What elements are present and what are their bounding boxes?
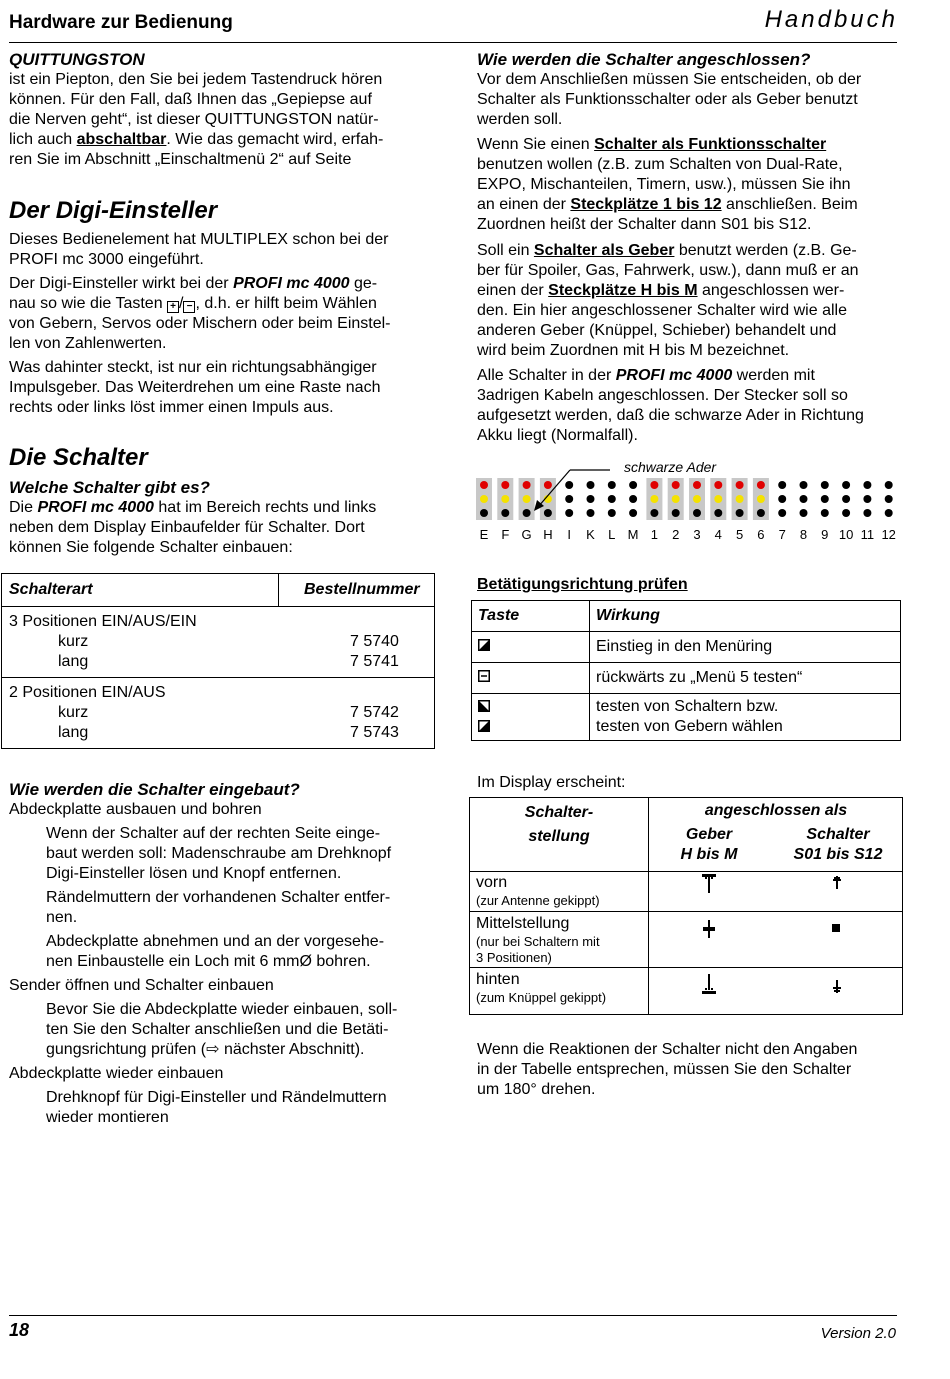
step-text: Abdeckplatte abnehmen und an der vorgesehe- [46, 933, 385, 950]
step-text: ten Sie den Schalter anschließen und die Betäti- [46, 1021, 389, 1038]
slot-label: 8 [799, 527, 808, 542]
effect-cell: rückwärts zu „Menü 5 testen“ [590, 663, 901, 694]
pin [501, 481, 509, 489]
einbau-section [9, 780, 439, 1128]
a-p4: Akku liegt (Normalfall). [477, 427, 638, 444]
pin [863, 495, 871, 503]
pin [757, 481, 765, 489]
a-p4: 3adrigen Kabeln angeschlossen. Der Stecker soll so [477, 387, 848, 404]
text: Geber [685, 826, 733, 843]
key-cell [472, 663, 590, 694]
a-p4 [477, 366, 917, 386]
row-mitte [476, 914, 600, 966]
product-name: PROFI mc 4000 [615, 367, 733, 384]
text: nächster Abschnitt). [219, 1041, 365, 1058]
pin [544, 509, 552, 517]
col-schalterart: Schalterart [9, 581, 93, 598]
digi-p2 [9, 294, 439, 314]
table-rule [2, 677, 434, 678]
step-text: wieder montieren [46, 1109, 169, 1126]
a-p2: EXPO, Mischanteilen, Timern, usw.), müssen Sie ihn [477, 176, 851, 193]
text: hinten [476, 971, 520, 988]
slot-label: 12 [881, 527, 896, 542]
pin [650, 481, 658, 489]
pin [778, 481, 786, 489]
slot-label: M [627, 527, 639, 542]
variant: lang [58, 724, 89, 741]
abschaltbar-link: abschaltbar [76, 131, 167, 148]
step-text: Wenn der Schalter auf der rechten Seite einge- [46, 825, 381, 842]
text: testen von Gebern wählen [596, 718, 783, 735]
text: , d.h. er hilft beim Wählen [195, 295, 377, 312]
step-text: nen. [46, 909, 78, 926]
pin [842, 509, 850, 517]
text: gungsrichtung prüfen ( [46, 1041, 207, 1058]
effect-cell [590, 694, 901, 741]
ader-label: schwarze Ader [624, 459, 717, 475]
quitt-line: die Nerven geht“, ist dieser QUITTUNGSTON natür- [9, 111, 379, 128]
slot-label: 4 [714, 527, 722, 542]
order-number: 7 5741 [350, 653, 399, 670]
table-col-rule [278, 574, 279, 606]
table-rule [470, 967, 902, 968]
effect-cell: Einstieg in den Menüring [590, 632, 901, 663]
a-p2: benutzen wollen (z.B. zum Schalten von Dual-Rate, [477, 156, 843, 173]
col-schalter [775, 825, 901, 865]
a-p3: ber für Spoiler, Gas, Fahrwerk, usw.), dann muß er an [477, 262, 859, 279]
variant: kurz [58, 633, 89, 650]
pin [842, 495, 850, 503]
col-stellung [470, 801, 648, 849]
which-p: neben dem Display Einbaufelder für Schalter. Dort [9, 519, 365, 536]
a-p3: den. Ein hier angeschlossener Schalter wird wie alle [477, 302, 847, 319]
text: in der Tabelle entsprechen, müssen Sie den Schalter [477, 1061, 852, 1078]
geber-mitte-icon [702, 920, 718, 940]
geber-hinten-icon [702, 974, 718, 996]
pin [736, 481, 744, 489]
pin [693, 509, 701, 517]
quitt-line: ren Sie im Abschnitt „Einschaltmenü 2“ auf Seite [9, 151, 352, 168]
pin [842, 481, 850, 489]
key-cell [472, 694, 590, 741]
pin [544, 481, 552, 489]
step-text: baut werden soll: Madenschraube am Drehknopf [46, 845, 392, 862]
text: an einen der [477, 196, 571, 213]
pin [480, 495, 488, 503]
pin [714, 481, 722, 489]
text: Der Digi-Einsteller wirkt bei der [9, 275, 234, 292]
text: Schalter- [524, 804, 594, 821]
pin [608, 509, 616, 517]
order-number: 7 5742 [350, 704, 399, 721]
variant: lang [58, 653, 89, 670]
text: Alle Schalter in der [477, 367, 616, 384]
table-rule [2, 606, 434, 607]
slot-label: 9 [821, 527, 829, 542]
pin [885, 509, 893, 517]
text: Mittelstellung [476, 915, 570, 932]
pin [650, 495, 658, 503]
pin [629, 509, 637, 517]
pin [757, 509, 765, 517]
text: Die [9, 499, 38, 516]
pin [480, 509, 488, 517]
text: stellung [528, 828, 590, 845]
col-angeschlossen: angeschlossen als [704, 802, 848, 819]
which-p [9, 498, 439, 518]
switch-table [1, 573, 435, 749]
text: benutzt werden (z.B. Ge- [674, 242, 857, 259]
pin [608, 495, 616, 503]
digi-p1: Dieses Bedienelement hat MULTIPLEX schon bei der [9, 231, 389, 248]
arrow-right-icon: ⇨ [206, 1041, 220, 1058]
slot-label: K [586, 527, 595, 542]
pin [736, 509, 744, 517]
schalter-title: Die Schalter [9, 444, 148, 471]
footer-rule [9, 1315, 897, 1316]
text: hat im Bereich rechts und links [153, 499, 377, 516]
slot-label: 5 [735, 527, 744, 542]
text: vorn [476, 874, 508, 891]
group-title: 2 Positionen EIN/AUS [9, 684, 166, 701]
text: S01 bis S12 [793, 846, 883, 863]
schalter-vorn-icon [832, 876, 844, 892]
text: Schalter [806, 826, 870, 843]
slot-label: L [608, 527, 616, 542]
digi-title: Der Digi-Einsteller [9, 197, 218, 224]
final-note [477, 1040, 857, 1100]
pin [714, 495, 722, 503]
pin [565, 481, 573, 489]
left-column [9, 50, 439, 558]
group-title: 3 Positionen EIN/AUS/EIN [9, 613, 197, 630]
digi-p3: Was dahinter steckt, ist nur ein richtungsabhängiger [9, 359, 377, 376]
pin [800, 481, 808, 489]
pin [821, 495, 829, 503]
plus-key-icon: + [167, 301, 179, 313]
emph: Schalter als Geber [533, 242, 675, 259]
a-p3 [477, 281, 917, 301]
text: (nur bei Schaltern mit [476, 934, 600, 949]
enter-key-icon [478, 720, 490, 732]
step-text: Bevor Sie die Abdeckplatte wieder einbauen, soll- [46, 1001, 398, 1018]
col-wirkung: Wirkung [590, 601, 901, 632]
a-p1: werden soll. [477, 111, 563, 128]
pin [501, 495, 509, 503]
digi-p2 [9, 274, 439, 294]
header-handbuch: Handbuch [764, 6, 898, 33]
text: H bis M [680, 846, 738, 863]
version-label: Version 2.0 [820, 1325, 896, 1342]
connector-diagram [470, 460, 910, 550]
product-name: PROFI mc 4000 [37, 499, 154, 516]
pin [672, 509, 680, 517]
geber-vorn-icon [702, 874, 718, 896]
a-p1: Vor dem Anschließen müssen Sie entscheiden, ob der [477, 71, 862, 88]
row-vorn [476, 873, 600, 909]
digi-p1: PROFI mc 3000 eingeführt. [9, 251, 204, 268]
emph: Schalter als Funktionsschalter [594, 136, 827, 153]
switch-key-icon [478, 700, 490, 712]
pin [821, 509, 829, 517]
text: angeschlossen wer- [697, 282, 845, 299]
col-bestellnummer: Bestellnummer [304, 581, 420, 598]
pin [863, 509, 871, 517]
step-title: Sender öffnen und Schalter einbauen [9, 977, 274, 994]
a-p2: Zuordnen heißt der Schalter dann S01 bis S12. [477, 216, 812, 233]
minus-key-icon: − [183, 301, 195, 313]
quitt-line: können. Für den Fall, daß Ihnen das „Gepiepse auf [9, 91, 372, 108]
pin [821, 481, 829, 489]
einbau-title: Wie werden die Schalter eingebaut? [9, 780, 300, 799]
a-p3: wird beim Zuordnen mit H bis M bezeichnet. [477, 342, 790, 359]
pin [778, 509, 786, 517]
step-title: Abdeckplatte ausbauen und bohren [9, 801, 262, 818]
a-p1: Schalter als Funktionsschalter oder als Geber benutzt [477, 91, 858, 108]
a-p3 [477, 241, 917, 261]
slot-label: 1 [650, 527, 659, 542]
step-text [9, 1040, 439, 1060]
pin [629, 481, 637, 489]
emph: Steckplätze 1 bis 12 [570, 196, 722, 213]
pin [629, 495, 637, 503]
pruef-table [471, 600, 901, 741]
digi-p2: len von Zahlenwerten. [9, 335, 167, 352]
emph: Steckplätze H bis M [548, 282, 698, 299]
key-cell [472, 632, 590, 663]
col-taste: Taste [472, 601, 590, 632]
order-number: 7 5740 [350, 633, 399, 650]
pin [565, 509, 573, 517]
quitt-title: QUITTUNGSTON [9, 50, 145, 69]
step-text: nen Einbaustelle ein Loch mit 6 mmØ bohren. [46, 953, 371, 970]
product-name: PROFI mc 4000 [233, 275, 350, 292]
pin [736, 495, 744, 503]
pin [693, 481, 701, 489]
row-hinten [476, 970, 606, 1006]
pin [523, 509, 531, 517]
schalter-hinten-icon [832, 980, 844, 996]
pin [863, 481, 871, 489]
pin [672, 495, 680, 503]
pin [885, 495, 893, 503]
text: (zur Antenne gekippt) [476, 893, 600, 908]
quitt-line [9, 130, 439, 150]
pin [672, 481, 680, 489]
pin [501, 509, 509, 517]
pin [757, 495, 765, 503]
pin [587, 509, 595, 517]
pin [800, 495, 808, 503]
pin [480, 481, 488, 489]
slot-label: 2 [672, 527, 680, 542]
step-text: Drehknopf für Digi-Einsteller und Rändelmuttern [46, 1089, 387, 1106]
a-p3: anderen Geber (Knüppel, Schieber) behandelt und [477, 322, 837, 339]
table-rule [470, 911, 902, 912]
right-column [477, 50, 917, 446]
slot-label: 11 [860, 527, 875, 542]
pin [885, 481, 893, 489]
variant: kurz [58, 704, 89, 721]
text: testen von Schaltern bzw. [596, 698, 779, 715]
text: Wenn die Reaktionen der Schalter nicht den Angaben [477, 1041, 858, 1058]
pin [778, 495, 786, 503]
slot-label: 10 [838, 527, 854, 542]
digi-p3: Impulsgeber. Das Weiterdrehen um eine Raste nach [9, 379, 381, 396]
text: Wenn Sie einen [477, 136, 595, 153]
col-geber [650, 825, 768, 865]
text: werden mit [732, 367, 815, 384]
pin [523, 481, 531, 489]
minus-key-icon [478, 670, 490, 682]
step-text: Rändelmuttern der vorhandenen Schalter entfer- [46, 889, 391, 906]
text: / [179, 295, 184, 312]
text: einen der [477, 282, 549, 299]
text: lich auch [9, 131, 77, 148]
quitt-line: ist ein Piepton, den Sie bei jedem Tastendruck hören [9, 71, 383, 88]
page-number: 18 [9, 1320, 30, 1340]
pin [523, 495, 531, 503]
text: nau so wie die Tasten [9, 295, 168, 312]
slot-label: 6 [757, 527, 765, 542]
header-rule [9, 42, 897, 43]
which-title: Welche Schalter gibt es? [9, 478, 210, 497]
text: 3 Positionen) [476, 950, 552, 965]
enter-key-icon [478, 639, 490, 651]
pin [608, 481, 616, 489]
text: um 180° drehen. [477, 1081, 596, 1098]
display-label: Im Display erscheint: [477, 774, 626, 791]
slot-label: 3 [693, 527, 701, 542]
pin [587, 495, 595, 503]
slot-label: F [501, 527, 510, 542]
pin [587, 481, 595, 489]
slot-label: 7 [778, 527, 786, 542]
pin [800, 509, 808, 517]
table-col-rule [648, 798, 649, 1014]
slot-label: I [567, 527, 572, 542]
step-text: Digi-Einsteller lösen und Knopf entfernen. [46, 865, 342, 882]
pin [650, 509, 658, 517]
text: ge- [349, 275, 378, 292]
pin [714, 509, 722, 517]
pruef-title: Betätigungsrichtung prüfen [477, 576, 688, 593]
a-p2 [477, 135, 917, 155]
digi-p2: von Gebern, Servos oder Mischern oder beim Einstel- [9, 315, 391, 332]
pin [693, 495, 701, 503]
text: anschließen. Beim [721, 196, 858, 213]
text: . Wie das gemacht wird, erfah- [166, 131, 384, 148]
step-title: Abdeckplatte wieder einbauen [9, 1065, 224, 1082]
slot-label: G [521, 527, 532, 542]
pin [565, 495, 573, 503]
schalter-mitte-icon [832, 924, 842, 934]
a-p2 [477, 195, 917, 215]
text: Soll ein [477, 242, 534, 259]
table-rule [470, 871, 902, 872]
display-table [469, 797, 903, 1015]
ansch-title: Wie werden die Schalter angeschlossen? [477, 50, 811, 69]
header-title: Hardware zur Bedienung [9, 12, 233, 33]
a-p4: aufgesetzt werden, daß die schwarze Ader in Richtung [477, 407, 864, 424]
digi-p3: rechts oder links löst immer einen Impuls aus. [9, 399, 334, 416]
order-number: 7 5743 [350, 724, 399, 741]
slot-label: H [543, 527, 553, 542]
which-p: können Sie folgende Schalter einbauen: [9, 539, 293, 556]
slot-label: E [479, 527, 489, 542]
text: (zum Knüppel gekippt) [476, 990, 607, 1005]
